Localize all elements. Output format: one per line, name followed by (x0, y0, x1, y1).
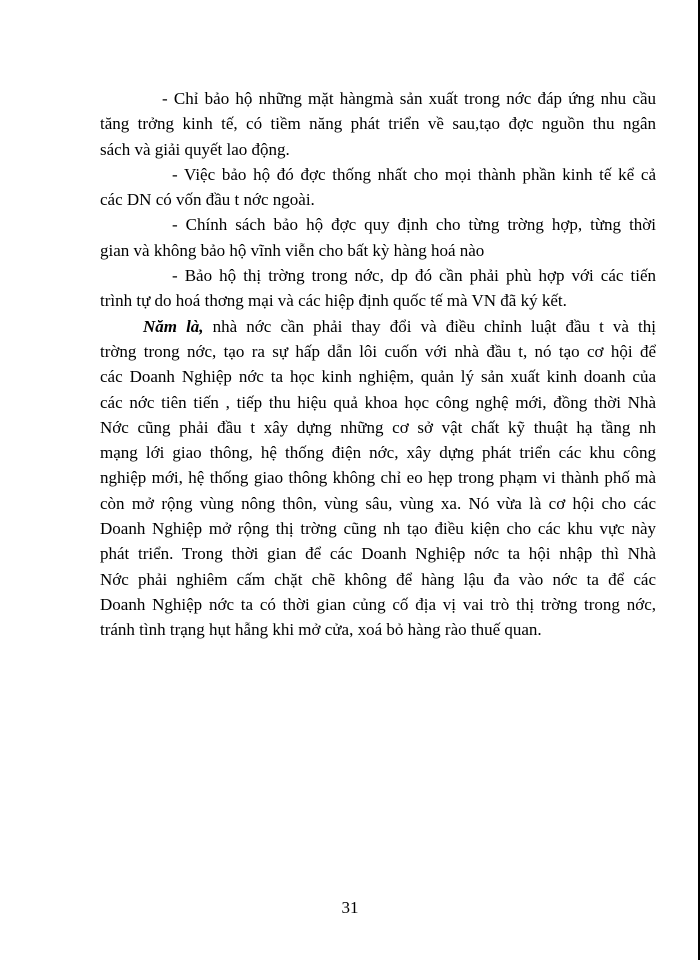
line-text: mạng lới giao thông, hệ thống điện nớc, xây dựng phát triển các khu công (100, 443, 656, 463)
line-text: Doanh Nghiệp mở rộng thị trờng cũng nh tạo điều kiện cho các khu vực này (100, 519, 656, 539)
text-line (100, 212, 656, 237)
line-text: các DN có vốn đầu t nớc ngoài. (100, 190, 315, 210)
text-line (100, 162, 656, 187)
line-text: gian và không bảo hộ vĩnh viễn cho bất kỳ hàng hoá nào (100, 240, 485, 260)
text-line (100, 238, 656, 263)
line-text: Nớc phải nghiêm cấm chặt chẽ không để hàng lậu đa vào nớc ta để các (100, 569, 656, 589)
text-line (100, 592, 656, 617)
text-line (100, 339, 656, 364)
line-text: - Việc bảo hộ đó đợc thống nhất cho mọi thành phần kinh tế kể cả (172, 164, 656, 184)
text-line (100, 137, 656, 162)
text-line (100, 567, 656, 592)
line-text: các nớc tiên tiến , tiếp thu hiệu quả khoa học công nghệ mới, đồng thời Nhà (100, 392, 656, 412)
text-line (100, 491, 656, 516)
text-line (100, 364, 656, 389)
paragraph (100, 86, 656, 162)
text-line (100, 263, 656, 288)
line-text: - Chính sách bảo hộ đợc quy định cho từng trờng hợp, từng thời (172, 215, 656, 235)
line-text: tránh tình trạng hụt hẫng khi mở cửa, xoá bỏ hàng rào thuế quan. (100, 620, 542, 640)
page-number: 31 (341, 898, 359, 917)
line-text: trình tự do hoá thơng mại và các hiệp định quốc tế mà VN đã ký kết. (100, 291, 567, 311)
emphasis-lead: Năm là, (143, 316, 204, 336)
text-line (100, 390, 656, 415)
line-text: Doanh Nghiệp nớc ta có thời gian củng cố địa vị vai trò thị trờng trong nớc, (100, 594, 656, 614)
text-line (100, 314, 656, 339)
line-text: - Chỉ bảo hộ những mặt hàngmà sản xuất trong nớc đáp ứng nhu cầu (162, 89, 656, 108)
text-line (100, 516, 656, 541)
line-text: còn mở rộng vùng nông thôn, vùng sâu, vùng xa. Nó vừa là cơ hội cho các (100, 493, 656, 513)
body-text (100, 86, 656, 643)
line-text: phát triển. Trong thời gian để các Doanh Nghiệp nớc ta hội nhập thì Nhà (100, 544, 656, 564)
line-text: các Doanh Nghiệp nớc ta học kinh nghiệm, quản lý sản xuất kinh doanh của (100, 367, 656, 387)
line-text: tăng trởng kinh tế, có tiềm năng phát triển về sau,tạo đợc nguồn thu ngân (100, 114, 656, 134)
text-line (100, 440, 656, 465)
text-line (100, 187, 656, 212)
line-text: - Bảo hộ thị trờng trong nớc, dp đó cần phải phù hợp với các tiến (172, 266, 656, 286)
text-line (100, 415, 656, 440)
paragraph (100, 314, 656, 643)
paragraph (100, 162, 656, 213)
text-line (100, 617, 656, 642)
text-line (100, 465, 656, 490)
line-text: Nớc cũng phải đầu t xây dựng những cơ sở vật chất kỹ thuật hạ tầng nh (100, 417, 656, 437)
text-line (100, 288, 656, 313)
line-text: nhà nớc cần phải thay đổi và điều chỉnh luật đầu t và thị (203, 316, 656, 336)
text-line (100, 111, 656, 136)
paragraph (100, 263, 656, 314)
text-line (100, 86, 656, 111)
line-text: sách và giải quyết lao động. (100, 139, 290, 159)
line-text: trờng trong nớc, tạo ra sự hấp dẫn lôi cuốn với nhà đầu t, nó tạo cơ hội để (100, 341, 656, 361)
line-text: nghiệp mới, hệ thống giao thông không chỉ eo hẹp trong phạm vi thành phố mà (100, 468, 656, 488)
paragraph (100, 212, 656, 263)
text-line (100, 541, 656, 566)
